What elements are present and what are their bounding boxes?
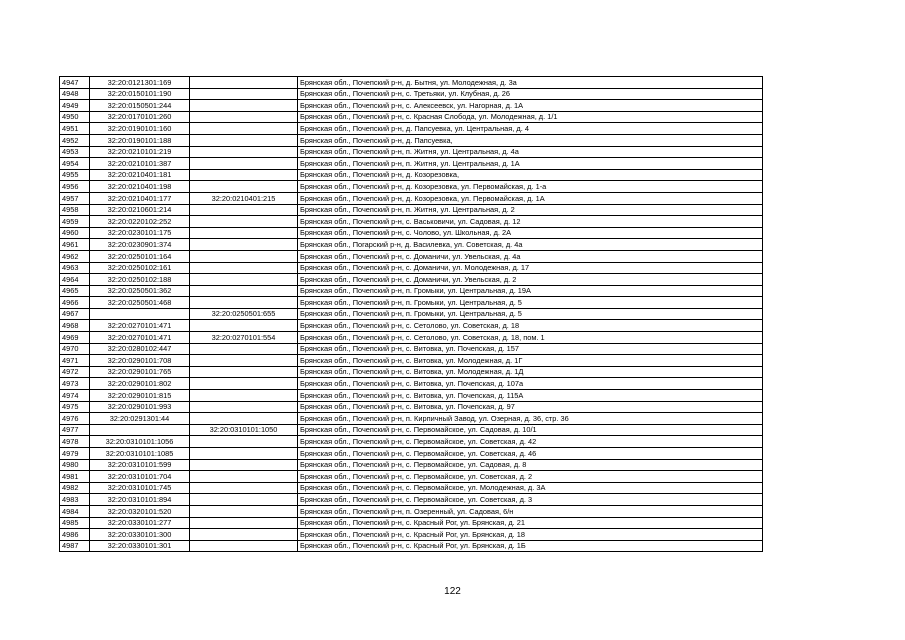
related-cadastral-number-cell [190, 77, 298, 89]
cadastral-number-cell: 32:20:0270101:471 [90, 332, 190, 344]
row-number-cell: 4987 [60, 540, 90, 552]
address-cell: Брянская обл., Почепский р-н, п. Громыки, ул. Центральная, д. 5 [298, 308, 763, 320]
address-cell: Брянская обл., Почепский р-н, с. Красный Рог, ул. Брянская, д. 18 [298, 529, 763, 541]
row-number-cell: 4981 [60, 471, 90, 483]
related-cadastral-number-cell [190, 494, 298, 506]
cadastral-number-cell [90, 424, 190, 436]
address-cell: Брянская обл., Почепский р-н, с. Доманичи, ул. Увельская, д. 4а [298, 250, 763, 262]
row-number-cell: 4979 [60, 448, 90, 460]
table-row [60, 77, 763, 89]
related-cadastral-number-cell [190, 285, 298, 297]
cadastral-number-cell: 32:20:0210101:219 [90, 146, 190, 158]
address-cell: Брянская обл., Почепский р-н, п. Громыки, ул. Центральная, д. 5 [298, 297, 763, 309]
related-cadastral-number-cell: 32:20:0210401:215 [190, 192, 298, 204]
related-cadastral-number-cell [190, 390, 298, 402]
cadastral-number-cell: 32:20:0210401:181 [90, 169, 190, 181]
row-number-cell: 4973 [60, 378, 90, 390]
cadastral-number-cell: 32:20:0250501:468 [90, 297, 190, 309]
table-row [60, 459, 763, 471]
cadastral-number-cell: 32:20:0320101:520 [90, 505, 190, 517]
table-row [60, 529, 763, 541]
cadastral-number-cell: 32:20:0310101:704 [90, 471, 190, 483]
address-cell: Брянская обл., Почепский р-н, с. Первомайское, ул. Молодежная, д. 3А [298, 482, 763, 494]
related-cadastral-number-cell [190, 204, 298, 216]
related-cadastral-number-cell [190, 343, 298, 355]
address-cell: Брянская обл., Почепский р-н, с. Первомайское, ул. Советская, д. 42 [298, 436, 763, 448]
cadastral-number-cell [90, 308, 190, 320]
address-cell: Брянская обл., Почепский р-н, д. Папсуевка, ул. Центральная, д. 4 [298, 123, 763, 135]
row-number-cell: 4950 [60, 111, 90, 123]
related-cadastral-number-cell [190, 540, 298, 552]
cadastral-number-cell: 32:20:0230101:175 [90, 227, 190, 239]
table-row [60, 424, 763, 436]
row-number-cell: 4951 [60, 123, 90, 135]
related-cadastral-number-cell [190, 158, 298, 170]
row-number-cell: 4953 [60, 146, 90, 158]
row-number-cell: 4954 [60, 158, 90, 170]
related-cadastral-number-cell [190, 517, 298, 529]
row-number-cell: 4964 [60, 274, 90, 286]
related-cadastral-number-cell [190, 250, 298, 262]
address-cell: Брянская обл., Почепский р-н, с. Доманичи, ул. Молодежная, д. 17 [298, 262, 763, 274]
row-number-cell: 4974 [60, 390, 90, 402]
table-row [60, 401, 763, 413]
row-number-cell: 4949 [60, 100, 90, 112]
row-number-cell: 4956 [60, 181, 90, 193]
address-cell: Брянская обл., Почепский р-н, с. Первомайское, ул. Советская, д. 2 [298, 471, 763, 483]
table-row [60, 262, 763, 274]
cadastral-number-cell: 32:20:0230901:374 [90, 239, 190, 251]
table-row [60, 297, 763, 309]
related-cadastral-number-cell [190, 100, 298, 112]
address-cell: Брянская обл., Почепский р-н, д. Козорезовка, ул. Первомайская, д. 1А [298, 192, 763, 204]
row-number-cell: 4961 [60, 239, 90, 251]
cadastral-number-cell: 32:20:0210101:387 [90, 158, 190, 170]
table-row [60, 285, 763, 297]
row-number-cell: 4952 [60, 134, 90, 146]
address-cell: Брянская обл., Почепский р-н, с. Чолово, ул. Школьная, д. 2А [298, 227, 763, 239]
address-cell: Брянская обл., Почепский р-н, с. Красный Рог, ул. Брянская, д. 21 [298, 517, 763, 529]
address-cell: Брянская обл., Почепский р-н, п. Житня, ул. Центральная, д. 1А [298, 158, 763, 170]
address-cell: Брянская обл., Почепский р-н, с. Красная Слобода, ул. Молодежная, д. 1/1 [298, 111, 763, 123]
cadastral-number-cell: 32:20:0310101:745 [90, 482, 190, 494]
table-row [60, 146, 763, 158]
row-number-cell: 4978 [60, 436, 90, 448]
address-cell: Брянская обл., Почепский р-н, п. Житня, ул. Центральная, д. 4а [298, 146, 763, 158]
related-cadastral-number-cell [190, 297, 298, 309]
row-number-cell: 4966 [60, 297, 90, 309]
row-number-cell: 4968 [60, 320, 90, 332]
table-row [60, 343, 763, 355]
table-row [60, 494, 763, 506]
cadastral-number-cell: 32:20:0310101:1085 [90, 448, 190, 460]
table-row [60, 413, 763, 425]
related-cadastral-number-cell [190, 529, 298, 541]
related-cadastral-number-cell [190, 134, 298, 146]
row-number-cell: 4957 [60, 192, 90, 204]
address-cell: Брянская обл., Почепский р-н, с. Третьяки, ул. Клубная, д. 26 [298, 88, 763, 100]
table-row [60, 482, 763, 494]
cadastral-number-cell: 32:20:0310101:599 [90, 459, 190, 471]
table-row [60, 378, 763, 390]
cadastral-number-cell: 32:20:0150501:244 [90, 100, 190, 112]
address-cell: Брянская обл., Почепский р-н, с. Красный Рог, ул. Брянская, д. 1Б [298, 540, 763, 552]
table-row [60, 250, 763, 262]
cadastral-number-cell: 32:20:0250101:164 [90, 250, 190, 262]
table-row [60, 517, 763, 529]
related-cadastral-number-cell [190, 111, 298, 123]
related-cadastral-number-cell [190, 482, 298, 494]
related-cadastral-number-cell [190, 378, 298, 390]
row-number-cell: 4955 [60, 169, 90, 181]
address-cell: Брянская обл., Почепский р-н, с. Первомайское, ул. Советская, д. 46 [298, 448, 763, 460]
table-row [60, 320, 763, 332]
address-cell: Брянская обл., Почепский р-н, д. Бытня, ул. Молодежная, д. 3а [298, 77, 763, 89]
row-number-cell: 4958 [60, 204, 90, 216]
related-cadastral-number-cell [190, 366, 298, 378]
related-cadastral-number-cell [190, 88, 298, 100]
related-cadastral-number-cell: 32:20:0310101:1050 [190, 424, 298, 436]
cadastral-number-cell: 32:20:0220102:252 [90, 216, 190, 228]
row-number-cell: 4982 [60, 482, 90, 494]
related-cadastral-number-cell [190, 169, 298, 181]
cadastral-number-cell: 32:20:0330101:301 [90, 540, 190, 552]
cadastral-number-cell: 32:20:0250501:362 [90, 285, 190, 297]
address-cell: Брянская обл., Почепский р-н, п. Громыки, ул. Центральная, д. 19А [298, 285, 763, 297]
cadastral-number-cell: 32:20:0190101:160 [90, 123, 190, 135]
related-cadastral-number-cell [190, 262, 298, 274]
address-cell: Брянская обл., Почепский р-н, с. Васьковичи, ул. Садовая, д. 12 [298, 216, 763, 228]
row-number-cell: 4967 [60, 308, 90, 320]
cadastral-number-cell: 32:20:0210401:177 [90, 192, 190, 204]
related-cadastral-number-cell [190, 401, 298, 413]
address-cell: Брянская обл., Почепский р-н, п. Житня, ул. Центральная, д. 2 [298, 204, 763, 216]
row-number-cell: 4975 [60, 401, 90, 413]
row-number-cell: 4986 [60, 529, 90, 541]
row-number-cell: 4962 [60, 250, 90, 262]
cadastral-number-cell: 32:20:0121301:169 [90, 77, 190, 89]
address-cell: Брянская обл., Почепский р-н, с. Первомайское, ул. Садовая, д. 10/1 [298, 424, 763, 436]
table-row [60, 332, 763, 344]
related-cadastral-number-cell [190, 471, 298, 483]
cadastral-number-cell: 32:20:0310101:894 [90, 494, 190, 506]
related-cadastral-number-cell [190, 436, 298, 448]
address-cell: Брянская обл., Почепский р-н, с. Сетолово, ул. Советская, д. 18 [298, 320, 763, 332]
cadastral-number-cell: 32:20:0310101:1056 [90, 436, 190, 448]
row-number-cell: 4965 [60, 285, 90, 297]
address-cell: Брянская обл., Почепский р-н, с. Витовка, ул. Почепская, д. 115А [298, 390, 763, 402]
cadastral-number-cell: 32:20:0280102:447 [90, 343, 190, 355]
table-row [60, 274, 763, 286]
address-cell: Брянская обл., Почепский р-н, п. Кирпичный Завод, ул. Озерная, д. 36, стр. 36 [298, 413, 763, 425]
related-cadastral-number-cell [190, 459, 298, 471]
table-row [60, 192, 763, 204]
table-row [60, 88, 763, 100]
related-cadastral-number-cell [190, 413, 298, 425]
cadastral-number-cell: 32:20:0150101:190 [90, 88, 190, 100]
table-row [60, 540, 763, 552]
table-row [60, 227, 763, 239]
address-cell: Брянская обл., Почепский р-н, д. Козорезовка, [298, 169, 763, 181]
related-cadastral-number-cell [190, 320, 298, 332]
address-cell: Брянская обл., Почепский р-н, с. Алексеевск, ул. Нагорная, д. 1А [298, 100, 763, 112]
table-row [60, 216, 763, 228]
address-cell: Брянская обл., Почепский р-н, с. Витовка, ул. Почепская, д. 157 [298, 343, 763, 355]
register-table [59, 76, 763, 552]
cadastral-number-cell: 32:20:0170101:260 [90, 111, 190, 123]
row-number-cell: 4948 [60, 88, 90, 100]
row-number-cell: 4947 [60, 77, 90, 89]
row-number-cell: 4984 [60, 505, 90, 517]
row-number-cell: 4972 [60, 366, 90, 378]
table-row [60, 355, 763, 367]
row-number-cell: 4980 [60, 459, 90, 471]
related-cadastral-number-cell [190, 505, 298, 517]
related-cadastral-number-cell [190, 146, 298, 158]
cadastral-number-cell: 32:20:0210601:214 [90, 204, 190, 216]
address-cell: Брянская обл., Почепский р-н, с. Витовка, ул. Молодежная, д. 1Д [298, 366, 763, 378]
address-cell: Брянская обл., Почепский р-н, с. Витовка, ул. Молодежная, д. 1Г [298, 355, 763, 367]
related-cadastral-number-cell: 32:20:0270101:554 [190, 332, 298, 344]
address-cell: Брянская обл., Почепский р-н, д. Папсуевка, [298, 134, 763, 146]
cadastral-number-cell: 32:20:0250102:188 [90, 274, 190, 286]
related-cadastral-number-cell [190, 216, 298, 228]
related-cadastral-number-cell [190, 123, 298, 135]
cadastral-number-cell: 32:20:0270101:471 [90, 320, 190, 332]
cadastral-number-cell: 32:20:0330101:277 [90, 517, 190, 529]
table-row [60, 390, 763, 402]
row-number-cell: 4970 [60, 343, 90, 355]
address-cell: Брянская обл., Почепский р-н, с. Доманичи, ул. Увельская, д. 2 [298, 274, 763, 286]
table-row [60, 505, 763, 517]
address-cell: Брянская обл., Почепский р-н, д. Козорезовка, ул. Первомайская, д. 1-а [298, 181, 763, 193]
related-cadastral-number-cell [190, 181, 298, 193]
table-row [60, 181, 763, 193]
row-number-cell: 4963 [60, 262, 90, 274]
cadastral-number-cell: 32:20:0190101:188 [90, 134, 190, 146]
row-number-cell: 4977 [60, 424, 90, 436]
cadastral-number-cell: 32:20:0290101:993 [90, 401, 190, 413]
address-cell: Брянская обл., Почепский р-н, с. Витовка, ул. Почепская, д. 107а [298, 378, 763, 390]
table-row [60, 111, 763, 123]
table-row [60, 204, 763, 216]
page-number: 122 [444, 586, 461, 597]
table-row [60, 436, 763, 448]
table-row [60, 169, 763, 181]
address-cell: Брянская обл., Погарский р-н, д. Василевка, ул. Советская, д. 4а [298, 239, 763, 251]
row-number-cell: 4960 [60, 227, 90, 239]
related-cadastral-number-cell: 32:20:0250501:655 [190, 308, 298, 320]
table-row [60, 239, 763, 251]
address-cell: Брянская обл., Почепский р-н, с. Витовка, ул. Почепская, д. 97 [298, 401, 763, 413]
cadastral-number-cell: 32:20:0291301:44 [90, 413, 190, 425]
cadastral-number-cell: 32:20:0330101:300 [90, 529, 190, 541]
address-cell: Брянская обл., Почепский р-н, с. Первомайское, ул. Садовая, д. 8 [298, 459, 763, 471]
related-cadastral-number-cell [190, 448, 298, 460]
address-cell: Брянская обл., Почепский р-н, п. Озеренный, ул. Садовая, 6/н [298, 505, 763, 517]
row-number-cell: 4971 [60, 355, 90, 367]
cadastral-number-cell: 32:20:0250102:161 [90, 262, 190, 274]
related-cadastral-number-cell [190, 227, 298, 239]
cadastral-number-cell: 32:20:0290101:708 [90, 355, 190, 367]
cadastral-number-cell: 32:20:0290101:815 [90, 390, 190, 402]
row-number-cell: 4985 [60, 517, 90, 529]
cadastral-number-cell: 32:20:0290101:765 [90, 366, 190, 378]
table-row [60, 308, 763, 320]
table-row [60, 366, 763, 378]
table-row [60, 448, 763, 460]
table-row [60, 471, 763, 483]
table-row [60, 100, 763, 112]
table-row [60, 134, 763, 146]
related-cadastral-number-cell [190, 355, 298, 367]
address-cell: Брянская обл., Почепский р-н, с. Сетолово, ул. Советская, д. 18, пом. 1 [298, 332, 763, 344]
row-number-cell: 4976 [60, 413, 90, 425]
table-row [60, 158, 763, 170]
related-cadastral-number-cell [190, 274, 298, 286]
cadastral-number-cell: 32:20:0210401:198 [90, 181, 190, 193]
related-cadastral-number-cell [190, 239, 298, 251]
register-table-body [60, 77, 763, 552]
cadastral-number-cell: 32:20:0290101:802 [90, 378, 190, 390]
address-cell: Брянская обл., Почепский р-н, с. Первомайское, ул. Советская, д. 3 [298, 494, 763, 506]
row-number-cell: 4969 [60, 332, 90, 344]
table-row [60, 123, 763, 135]
row-number-cell: 4983 [60, 494, 90, 506]
row-number-cell: 4959 [60, 216, 90, 228]
